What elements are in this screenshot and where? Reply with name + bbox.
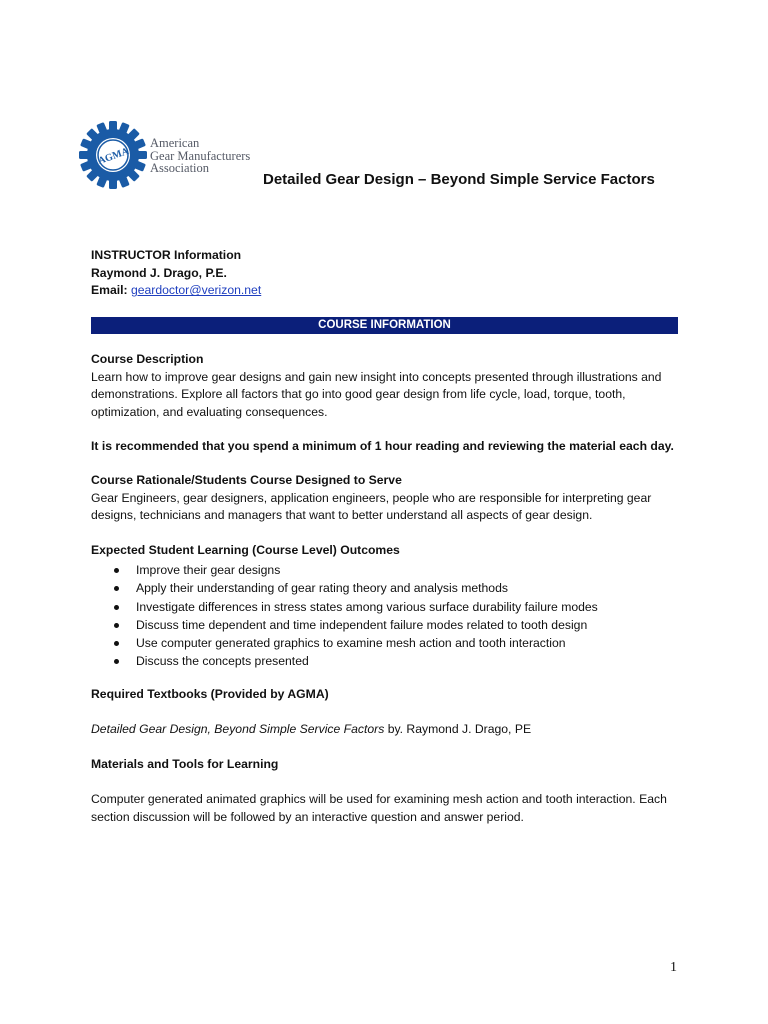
email-link[interactable]: geardoctor@verizon.net	[130, 283, 262, 298]
org-line-1: American	[150, 136, 200, 150]
email-label: Email:	[91, 283, 131, 298]
materials-body: Computer generated animated graphics will be used for examining mesh action and tooth interaction. Each section discussion will be followed by an interactive question and answer period.	[91, 792, 667, 824]
instructor-heading: INSTRUCTOR Information	[91, 248, 242, 262]
outcome-item: Apply their understanding of gear rating theory and analysis methods	[112, 579, 598, 597]
course-information-banner: COURSE INFORMATION	[91, 317, 678, 334]
rationale-body: Gear Engineers, gear designers, application engineers, people who are responsible for interpreting gear designs, technicians and managers that want to better understand all aspects of gear design.	[91, 490, 652, 523]
page-number: 1	[670, 960, 677, 975]
outcome-item: Use computer generated graphics to examine mesh action and tooth interaction	[112, 634, 598, 652]
textbook-author: by. Raymond J. Drago, PE	[384, 722, 532, 736]
outcome-item: Discuss the concepts presented	[112, 652, 598, 670]
agma-gear-logo-icon	[78, 120, 148, 190]
instructor-section	[91, 247, 261, 300]
materials-heading: Materials and Tools for Learning	[91, 757, 279, 771]
course-description-section	[91, 351, 691, 421]
rationale-heading: Course Rationale/Students Course Designed to Serve	[91, 473, 402, 487]
outcomes-list	[112, 561, 598, 671]
textbook-title: Detailed Gear Design, Beyond Simple Service Factors	[91, 722, 385, 736]
recommendation-text: It is recommended that you spend a minimum of 1 hour reading and reviewing the material each day.	[91, 439, 674, 453]
org-line-3: Association	[150, 161, 210, 175]
logo-emblem-text: AGMA	[96, 145, 131, 167]
document-title: Detailed Gear Design – Beyond Simple Service Factors	[263, 171, 655, 188]
course-description-heading: Course Description	[91, 352, 204, 366]
instructor-name: Raymond J. Drago, P.E.	[91, 265, 227, 280]
org-line-2: Gear Manufacturers	[150, 148, 251, 163]
outcome-item: Improve their gear designs	[112, 561, 598, 579]
course-description-body: Learn how to improve gear designs and gain new insight into concepts presented through illustrations and demonstrations. Explore all factors that go into good gear design from life cycle, load, torque, tooth, optimization, and evaluating consequences.	[91, 369, 662, 419]
textbook-entry	[91, 721, 531, 739]
rationale-section	[91, 472, 691, 525]
outcome-item: Investigate differences in stress states among various surface durability failure modes	[112, 598, 598, 616]
outcome-item: Discuss time dependent and time independent failure modes related to tooth design	[112, 616, 598, 634]
outcomes-heading: Expected Student Learning (Course Level) Outcomes	[91, 543, 400, 557]
organization-name	[150, 137, 250, 175]
textbooks-heading: Required Textbooks (Provided by AGMA)	[91, 687, 329, 701]
